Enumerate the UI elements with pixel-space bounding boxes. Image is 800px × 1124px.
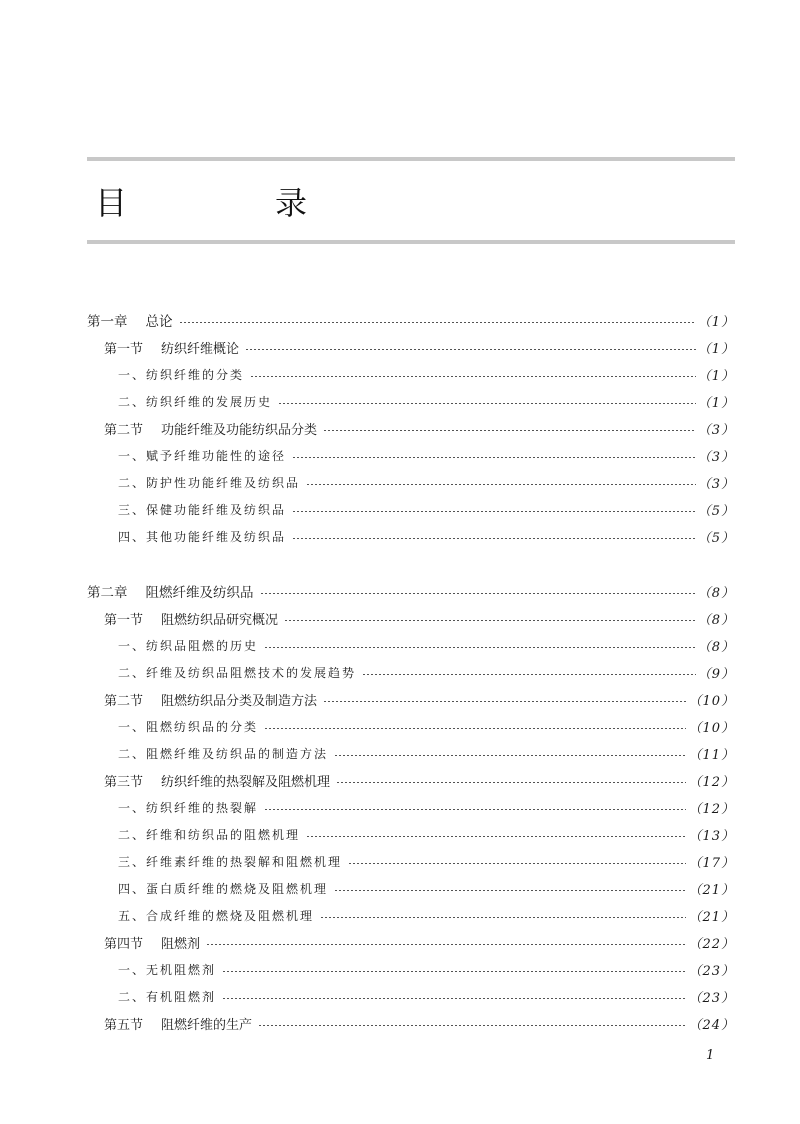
toc-item-row[interactable]: [118, 713, 735, 739]
toc-entry-text: 阻燃纤维的生产: [161, 1017, 253, 1033]
toc-page-number: （13）: [688, 828, 735, 844]
toc-item-row[interactable]: [118, 983, 735, 1009]
toc-item-row[interactable]: [118, 361, 735, 387]
toc-page-number: （12）: [688, 774, 735, 790]
toc-section-row[interactable]: [104, 605, 735, 631]
toc-entry-text: 二、纤维和纺织品的阻燃机理: [118, 827, 301, 842]
toc-entry-label: [118, 528, 292, 545]
dot-leader: [264, 647, 696, 648]
toc-section-row[interactable]: [104, 929, 735, 955]
toc-entry-label: [118, 799, 264, 816]
toc-page-number: （5）: [697, 530, 735, 546]
toc-entry-number: 第一节: [104, 341, 144, 357]
toc-page-number: （9）: [697, 666, 735, 682]
toc-item-row[interactable]: [118, 659, 735, 685]
dot-leader: [336, 782, 686, 783]
toc-item-row[interactable]: [118, 956, 735, 982]
toc-entry-label: [118, 393, 278, 410]
dot-leader: [284, 620, 696, 621]
toc-chapter-row[interactable]: [87, 307, 735, 333]
toc-entry-label: [118, 745, 334, 762]
toc-page-number: （8）: [697, 639, 735, 655]
toc-entry-text: 二、纺织纤维的发展历史: [118, 394, 273, 409]
toc-page-number: （3）: [697, 476, 735, 492]
toc-entry-text: 阻燃剂: [161, 936, 201, 952]
dot-leader: [179, 322, 696, 323]
toc-entry-label: [104, 771, 336, 790]
toc-entry-label: [118, 501, 292, 518]
toc-entry-label: [118, 474, 306, 491]
toc-page-number: （8）: [697, 612, 735, 628]
toc-entry-text: 二、纤维及纺织品阻燃技术的发展趋势: [118, 665, 357, 680]
toc-page-number: （3）: [697, 449, 735, 465]
toc-entry-number: 第二章: [87, 585, 128, 601]
dot-leader: [334, 890, 686, 891]
toc-entry-text: 纺织纤维的热裂解及阻燃机理: [161, 774, 331, 790]
toc-page-number: （8）: [697, 585, 735, 601]
toc-entry-text: 功能纤维及功能纺织品分类: [161, 422, 318, 438]
toc-entry-text: 阻燃纺织品研究概况: [161, 612, 279, 628]
toc-page-number: （24）: [688, 1017, 735, 1033]
toc-entry-text: 五、合成纤维的燃烧及阻燃机理: [118, 908, 315, 923]
toc-entry-text: 阻燃纤维及纺织品: [145, 585, 254, 601]
toc-entry-label: [104, 690, 323, 709]
toc-entry-label: [118, 853, 348, 870]
dot-leader: [348, 863, 686, 864]
toc-entry-label: [87, 310, 179, 330]
toc-entry-text: 四、其他功能纤维及纺织品: [118, 529, 287, 544]
toc-page-number: （21）: [688, 882, 735, 898]
toc-entry-label: [118, 718, 264, 735]
top-divider: [87, 157, 735, 161]
toc-entry-label: [118, 988, 222, 1005]
toc-page-number: （1）: [697, 341, 735, 357]
toc-entry-label: [118, 447, 292, 464]
toc-entry-number: 第三节: [104, 774, 144, 790]
toc-entry-label: [118, 826, 306, 843]
toc-entry-text: 四、蛋白质纤维的燃烧及阻燃机理: [118, 881, 329, 896]
toc-entry-label: [118, 664, 362, 681]
toc-entry-text: 阻燃纺织品分类及制造方法: [161, 693, 318, 709]
toc-section-row[interactable]: [104, 334, 735, 360]
toc-item-row[interactable]: [118, 875, 735, 901]
toc-entry-text: 一、纺织纤维的热裂解: [118, 800, 259, 815]
dot-leader: [222, 998, 686, 999]
toc-entry-text: 总论: [145, 314, 173, 330]
toc-page-number: （1）: [697, 314, 735, 330]
dot-leader: [222, 971, 686, 972]
page-title: 目 录: [95, 184, 366, 222]
toc-entry-number: 第一节: [104, 612, 144, 628]
dot-leader: [306, 484, 696, 485]
toc-item-row[interactable]: [118, 902, 735, 928]
dot-leader: [306, 836, 686, 837]
toc-entry-text: 二、有机阻燃剂: [118, 989, 217, 1004]
toc-page-number: （22）: [688, 936, 735, 952]
toc-entry-label: [118, 637, 264, 654]
toc-entry-text: 一、纺织纤维的分类: [118, 367, 245, 382]
toc-entry-label: [118, 907, 320, 924]
toc-entry-number: 第一章: [87, 314, 128, 330]
toc-entry-text: 二、防护性功能纤维及纺织品: [118, 475, 301, 490]
toc-page-number: （1）: [697, 395, 735, 411]
dot-leader: [320, 917, 686, 918]
toc-page-number: （3）: [697, 422, 735, 438]
toc-item-row[interactable]: [118, 442, 735, 468]
toc-entry-label: [118, 880, 334, 897]
toc-chapter-row[interactable]: [87, 578, 735, 604]
toc-page-number: （23）: [688, 963, 735, 979]
dot-leader: [292, 511, 696, 512]
toc-entry-text: 三、保健功能纤维及纺织品: [118, 502, 287, 517]
toc-item-row[interactable]: [118, 740, 735, 766]
toc-page-number: （21）: [688, 909, 735, 925]
toc-entry-number: 第二节: [104, 693, 144, 709]
toc-item-row[interactable]: [118, 794, 735, 820]
toc-entry-number: 第五节: [104, 1017, 144, 1033]
toc-entry-number: 第四节: [104, 936, 144, 952]
toc-item-row[interactable]: [118, 821, 735, 847]
toc-entry-label: [104, 338, 245, 357]
toc-entry-text: 三、纤维素纤维的热裂解和阻燃机理: [118, 854, 343, 869]
toc-page-number: （17）: [688, 855, 735, 871]
dot-leader: [264, 809, 686, 810]
toc-page-number: （10）: [688, 693, 735, 709]
dot-leader: [292, 538, 696, 539]
toc-section-row[interactable]: [104, 686, 735, 712]
toc-item-row[interactable]: [118, 469, 735, 495]
page-number: 1: [706, 1048, 715, 1063]
dot-leader: [250, 376, 696, 377]
toc-item-row[interactable]: [118, 388, 735, 414]
dot-leader: [264, 728, 686, 729]
toc-section-row[interactable]: [104, 767, 735, 793]
dot-leader: [292, 457, 696, 458]
dot-leader: [362, 674, 696, 675]
dot-leader: [278, 403, 696, 404]
toc-page-number: （12）: [688, 801, 735, 817]
toc-entry-text: 一、赋予纤维功能性的途径: [118, 448, 287, 463]
toc-page-number: （5）: [697, 503, 735, 519]
toc-entry-text: 纺织纤维概论: [161, 341, 240, 357]
toc-entry-label: [104, 1014, 258, 1033]
dot-leader: [260, 593, 696, 594]
toc-entry-label: [104, 609, 284, 628]
toc-page-number: （11）: [688, 747, 735, 763]
toc-section-row[interactable]: [104, 415, 735, 441]
toc-page-number: （10）: [688, 720, 735, 736]
dot-leader: [323, 701, 686, 702]
dot-leader: [323, 430, 696, 431]
toc-item-row[interactable]: [118, 848, 735, 874]
toc-entry-label: [118, 961, 222, 978]
toc-entry-number: 第二节: [104, 422, 144, 438]
toc-entry-text: 一、无机阻燃剂: [118, 962, 217, 977]
toc-entry-label: [104, 419, 323, 438]
toc-entry-text: 一、纺织品阻燃的历史: [118, 638, 259, 653]
toc-item-row[interactable]: [118, 632, 735, 658]
toc-item-row[interactable]: [118, 523, 735, 549]
toc-entry-label: [87, 581, 260, 601]
toc-entry-text: 二、阻燃纤维及纺织品的制造方法: [118, 746, 329, 761]
toc-page-number: （1）: [697, 368, 735, 384]
dot-leader: [334, 755, 686, 756]
dot-leader: [206, 944, 686, 945]
toc-entry-text: 一、阻燃纺织品的分类: [118, 719, 259, 734]
dot-leader: [245, 349, 696, 350]
dot-leader: [258, 1025, 686, 1026]
toc-section-row[interactable]: [104, 1010, 735, 1036]
toc-item-row[interactable]: [118, 496, 735, 522]
bottom-divider: [87, 240, 735, 244]
toc-entry-label: [104, 933, 206, 952]
toc-entry-label: [118, 366, 250, 383]
toc-page-number: （23）: [688, 990, 735, 1006]
